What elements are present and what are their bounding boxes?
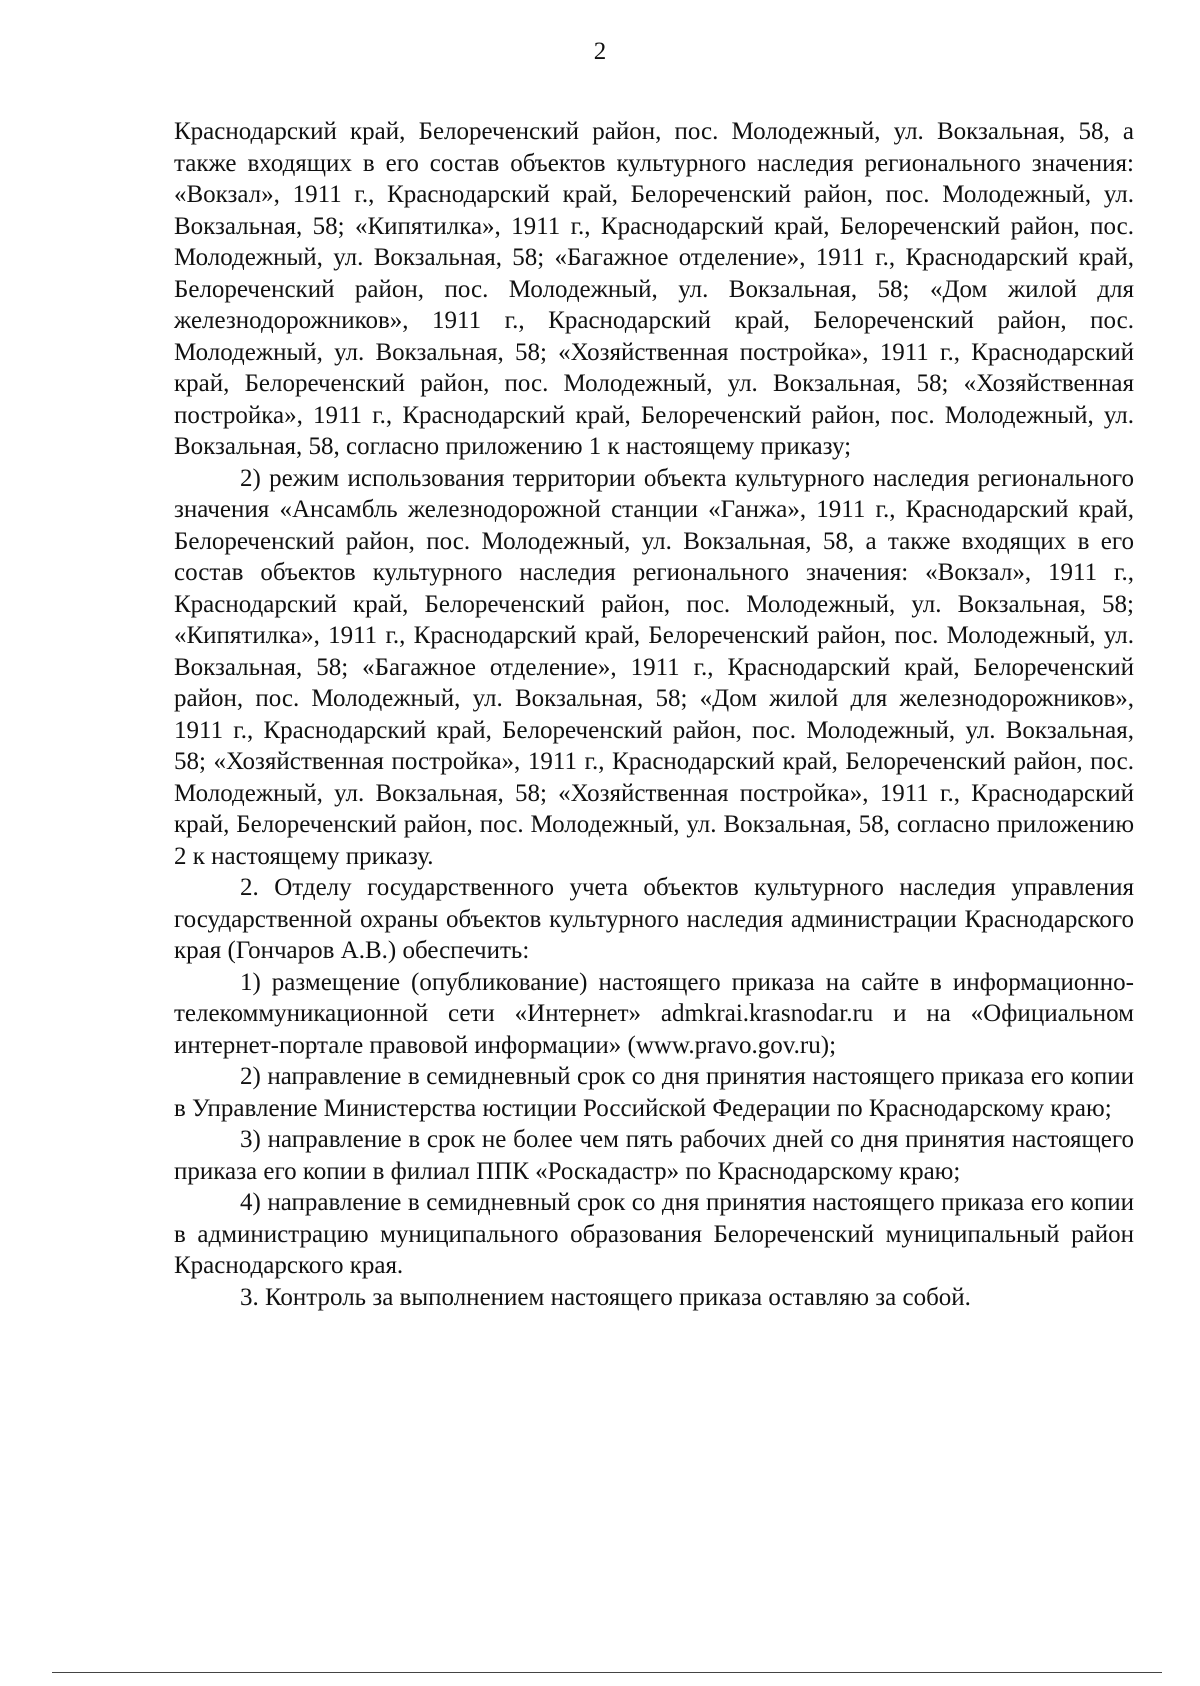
footer-divider [52, 1672, 1162, 1673]
page-number: 2 [593, 38, 607, 65]
paragraph-subitem-3: 3) направление в срок не более чем пять рабочих дней со дня принятия настоящего приказа его копии в филиал ППК «Роскадастр» по Краснодарскому краю; [174, 1126, 1134, 1185]
document-body [174, 116, 1134, 1313]
paragraph-continuation: Краснодарский край, Белореченский район, пос. Молодежный, ул. Вокзальная, 58, а также входящих в его состав объектов культурного наследия регионального значения: «Вокзал», 1911 г., Краснодарский край, Белореченский район, пос. Молодежный, ул. Вокзальная, 58; «Кипятилка», 1911 г., Краснодарский край, Белореченский район, пос. Молодежный, ул. Вокзальная, 58; «Багажное отделение», 1911 г., Краснодарский край, Белореченский район, пос. Молодежный, ул. Вокзальная, 58; «Дом жилой для железнодорожников», 1911 г., Краснодарский край, Белореченский район, пос. Молодежный, ул. Вокзальная, 58; «Хозяйственная постройка», 1911 г., Краснодарский край, Белореченский район, пос. Молодежный, ул. Вокзальная, 58; «Хозяйственная постройка», 1911 г., Краснодарский край, Белореченский район, пос. Молодежный, ул. Вокзальная, 58, согласно приложению 1 к настоящему приказу; [174, 118, 1134, 460]
paragraph-section-2: 2. Отделу государственного учета объектов культурного наследия управления государственной охраны объектов культурного наследия администрации Краснодарского края (Гончаров А.В.) обеспечить: [174, 874, 1134, 964]
paragraph-item-2: 2) режим использования территории объекта культурного наследия регионального значения «Ансамбль железнодорожной станции «Ганжа», 1911 г., Краснодарский край, Белореченский район, пос. Молодежный, ул. Вокзальная, 58, а также входящих в его состав объектов культурного наследия регионального значения: «Вокзал», 1911 г., Краснодарский край, Белореченский район, пос. Молодежный, ул. Вокзальная, 58; «Кипятилка», 1911 г., Краснодарский край, Белореченский район, пос. Молодежный, ул. Вокзальная, 58; «Багажное отделение», 1911 г., Краснодарский край, Белореченский район, пос. Молодежный, ул. Вокзальная, 58; «Дом жилой для железнодорожников», 1911 г., Краснодарский край, Белореченский район, пос. Молодежный, ул. Вокзальная, 58; «Хозяйственная постройка», 1911 г., Краснодарский край, Белореченский район, пос. Молодежный, ул. Вокзальная, 58; «Хозяйственная постройка», 1911 г., Краснодарский край, Белореченский район, пос. Молодежный, ул. Вокзальная, 58, согласно приложению 2 к настоящему приказу. [174, 464, 1134, 870]
paragraph-section-3: 3. Контроль за выполнением настоящего приказа оставляю за собой. [240, 1283, 971, 1311]
paragraph-subitem-1: 1) размещение (опубликование) настоящего приказа на сайте в информационно-телекоммуникационной сети «Интернет» admkrai.krasnodar.ru и на «Официальном интернет-портале правовой информации» (www.pravo.gov.ru); [174, 968, 1134, 1059]
paragraph-subitem-4: 4) направление в семидневный срок со дня принятия настоящего приказа его копии в администрацию муниципального образования Белореченский муниципальный район Краснодарского края. [174, 1189, 1134, 1279]
paragraph-subitem-2: 2) направление в семидневный срок со дня принятия настоящего приказа его копии в Управление Министерства юстиции Российской Федерации по Краснодарскому краю; [174, 1063, 1134, 1122]
